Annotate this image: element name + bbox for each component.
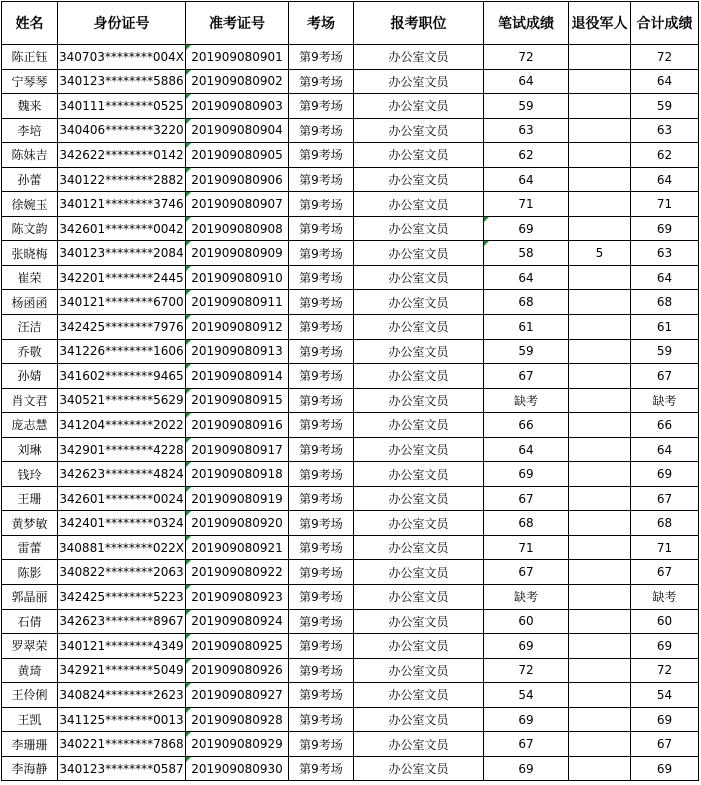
cell-veteran-bonus (569, 707, 631, 732)
cell-position: 办公室文员 (354, 462, 484, 487)
cell-position: 办公室文员 (354, 511, 484, 536)
cell-veteran-bonus (569, 118, 631, 143)
cell-name: 陈影 (2, 560, 58, 585)
cell-id-number: 342623********4824 (58, 462, 186, 487)
cell-written-score: 72 (484, 658, 569, 683)
header-name: 姓名 (2, 2, 58, 45)
header-cert-number: 准考证号 (186, 2, 289, 45)
cell-name: 陈文韵 (2, 216, 58, 241)
cell-total-score: 63 (631, 241, 699, 266)
cell-position: 办公室文员 (354, 241, 484, 266)
cell-cert-number: 201909080917 (186, 437, 289, 462)
cell-cert-number: 201909080913 (186, 339, 289, 364)
cell-name: 石倩 (2, 609, 58, 634)
cell-venue: 第9考场 (289, 732, 354, 757)
cell-veteran-bonus: 5 (569, 241, 631, 266)
cell-id-number: 340121********3746 (58, 192, 186, 217)
cell-cert-number: 201909080912 (186, 315, 289, 340)
cell-position: 办公室文员 (354, 732, 484, 757)
cell-total-score: 67 (631, 364, 699, 389)
cell-position: 办公室文员 (354, 69, 484, 94)
cell-cert-number: 201909080906 (186, 167, 289, 192)
cell-total-score: 缺考 (631, 585, 699, 610)
cell-written-score: 64 (484, 265, 569, 290)
cell-total-score: 63 (631, 118, 699, 143)
cell-total-score: 59 (631, 339, 699, 364)
cell-written-score: 67 (484, 364, 569, 389)
table-row (2, 388, 699, 413)
cell-veteran-bonus (569, 683, 631, 708)
table-row (2, 658, 699, 683)
cell-written-score: 缺考 (484, 388, 569, 413)
header-id-number: 身份证号 (58, 2, 186, 45)
cell-written-score: 66 (484, 413, 569, 438)
cell-veteran-bonus (569, 585, 631, 610)
cell-venue: 第9考场 (289, 69, 354, 94)
cell-total-score: 61 (631, 315, 699, 340)
cell-position: 办公室文员 (354, 683, 484, 708)
cell-venue: 第9考场 (289, 241, 354, 266)
cell-venue: 第9考场 (289, 265, 354, 290)
cell-id-number: 340121********4349 (58, 634, 186, 659)
cell-cert-number: 201909080901 (186, 45, 289, 70)
table-row (2, 634, 699, 659)
cell-written-score: 68 (484, 290, 569, 315)
cell-id-number: 341204********2022 (58, 413, 186, 438)
cell-veteran-bonus (569, 413, 631, 438)
header-written-score: 笔试成绩 (484, 2, 569, 45)
cell-total-score: 59 (631, 94, 699, 119)
cell-cert-number: 201909080905 (186, 143, 289, 168)
table-row (2, 364, 699, 389)
cell-name: 雷蕾 (2, 535, 58, 560)
cell-position: 办公室文员 (354, 437, 484, 462)
cell-cert-number: 201909080926 (186, 658, 289, 683)
header-total-score: 合计成绩 (631, 2, 699, 45)
cell-total-score: 72 (631, 45, 699, 70)
cell-veteran-bonus (569, 290, 631, 315)
cell-id-number: 340824********2623 (58, 683, 186, 708)
cell-veteran-bonus (569, 388, 631, 413)
cell-id-number: 341226********1606 (58, 339, 186, 364)
cell-veteran-bonus (569, 609, 631, 634)
cell-cert-number: 201909080930 (186, 756, 289, 781)
cell-id-number: 342425********7976 (58, 315, 186, 340)
cell-name: 张晓梅 (2, 241, 58, 266)
cell-id-number: 342401********0324 (58, 511, 186, 536)
cell-venue: 第9考场 (289, 462, 354, 487)
cell-total-score: 60 (631, 609, 699, 634)
cell-written-score: 71 (484, 192, 569, 217)
cell-cert-number: 201909080902 (186, 69, 289, 94)
cell-cert-number: 201909080908 (186, 216, 289, 241)
cell-veteran-bonus (569, 437, 631, 462)
cell-name: 汪洁 (2, 315, 58, 340)
cell-cert-number: 201909080919 (186, 486, 289, 511)
cell-venue: 第9考场 (289, 315, 354, 340)
cell-id-number: 341602********9465 (58, 364, 186, 389)
header-position: 报考职位 (354, 2, 484, 45)
cell-name: 王伶俐 (2, 683, 58, 708)
cell-total-score: 69 (631, 216, 699, 241)
cell-veteran-bonus (569, 265, 631, 290)
cell-name: 李海静 (2, 756, 58, 781)
cell-total-score: 64 (631, 69, 699, 94)
table-row (2, 585, 699, 610)
table-row (2, 756, 699, 781)
cell-cert-number: 201909080915 (186, 388, 289, 413)
cell-venue: 第9考场 (289, 94, 354, 119)
cell-venue: 第9考场 (289, 609, 354, 634)
cell-venue: 第9考场 (289, 511, 354, 536)
cell-cert-number: 201909080907 (186, 192, 289, 217)
cell-written-score: 61 (484, 315, 569, 340)
cell-id-number: 340521********5629 (58, 388, 186, 413)
table-row (2, 45, 699, 70)
cell-total-score: 68 (631, 511, 699, 536)
table-row (2, 118, 699, 143)
cell-veteran-bonus (569, 634, 631, 659)
cell-name: 钱玲 (2, 462, 58, 487)
cell-total-score: 71 (631, 535, 699, 560)
cell-venue: 第9考场 (289, 634, 354, 659)
cell-total-score: 67 (631, 486, 699, 511)
cell-total-score: 69 (631, 756, 699, 781)
cell-written-score: 59 (484, 339, 569, 364)
cell-written-score: 64 (484, 69, 569, 94)
cell-written-score: 58 (484, 241, 569, 266)
cell-venue: 第9考场 (289, 364, 354, 389)
cell-position: 办公室文员 (354, 265, 484, 290)
cell-position: 办公室文员 (354, 45, 484, 70)
cell-position: 办公室文员 (354, 118, 484, 143)
cell-name: 徐婉玉 (2, 192, 58, 217)
cell-venue: 第9考场 (289, 45, 354, 70)
cell-cert-number: 201909080925 (186, 634, 289, 659)
cell-written-score: 67 (484, 560, 569, 585)
cell-name: 王凯 (2, 707, 58, 732)
cell-veteran-bonus (569, 658, 631, 683)
cell-position: 办公室文员 (354, 707, 484, 732)
cell-venue: 第9考场 (289, 290, 354, 315)
cell-venue: 第9考场 (289, 143, 354, 168)
cell-cert-number: 201909080928 (186, 707, 289, 732)
cell-veteran-bonus (569, 339, 631, 364)
cell-venue: 第9考场 (289, 192, 354, 217)
cell-venue: 第9考场 (289, 339, 354, 364)
cell-venue: 第9考场 (289, 683, 354, 708)
cell-veteran-bonus (569, 69, 631, 94)
cell-cert-number: 201909080918 (186, 462, 289, 487)
cell-written-score: 72 (484, 45, 569, 70)
cell-name: 崔荣 (2, 265, 58, 290)
cell-id-number: 340123********5886 (58, 69, 186, 94)
cell-id-number: 342201********2445 (58, 265, 186, 290)
cell-position: 办公室文员 (354, 585, 484, 610)
cell-venue: 第9考场 (289, 167, 354, 192)
cell-cert-number: 201909080920 (186, 511, 289, 536)
cell-name: 黄琦 (2, 658, 58, 683)
cell-veteran-bonus (569, 192, 631, 217)
cell-id-number: 340822********2063 (58, 560, 186, 585)
table-row (2, 290, 699, 315)
cell-total-score: 71 (631, 192, 699, 217)
cell-position: 办公室文员 (354, 167, 484, 192)
cell-written-score: 69 (484, 707, 569, 732)
cell-position: 办公室文员 (354, 634, 484, 659)
cell-name: 郭晶丽 (2, 585, 58, 610)
cell-total-score: 67 (631, 732, 699, 757)
cell-id-number: 340703********004X (58, 45, 186, 70)
cell-id-number: 340122********2882 (58, 167, 186, 192)
cell-name: 庞志慧 (2, 413, 58, 438)
cell-cert-number: 201909080927 (186, 683, 289, 708)
cell-written-score: 62 (484, 143, 569, 168)
table-body (2, 45, 699, 781)
cell-position: 办公室文员 (354, 143, 484, 168)
table-row (2, 560, 699, 585)
cell-total-score: 72 (631, 658, 699, 683)
cell-name: 王珊 (2, 486, 58, 511)
table-row (2, 69, 699, 94)
cell-total-score: 68 (631, 290, 699, 315)
cell-venue: 第9考场 (289, 535, 354, 560)
cell-cert-number: 201909080911 (186, 290, 289, 315)
cell-venue: 第9考场 (289, 216, 354, 241)
table-row (2, 241, 699, 266)
cell-venue: 第9考场 (289, 486, 354, 511)
cell-id-number: 340123********2084 (58, 241, 186, 266)
cell-position: 办公室文员 (354, 364, 484, 389)
cell-id-number: 342901********4228 (58, 437, 186, 462)
cell-cert-number: 201909080923 (186, 585, 289, 610)
cell-total-score: 54 (631, 683, 699, 708)
cell-written-score: 64 (484, 437, 569, 462)
cell-written-score: 缺考 (484, 585, 569, 610)
cell-total-score: 缺考 (631, 388, 699, 413)
cell-name: 陈妹吉 (2, 143, 58, 168)
cell-written-score: 69 (484, 756, 569, 781)
cell-id-number: 342601********0024 (58, 486, 186, 511)
cell-venue: 第9考场 (289, 118, 354, 143)
cell-written-score: 67 (484, 732, 569, 757)
table-row (2, 143, 699, 168)
cell-written-score: 69 (484, 216, 569, 241)
cell-total-score: 64 (631, 265, 699, 290)
cell-written-score: 59 (484, 94, 569, 119)
cell-id-number: 340406********3220 (58, 118, 186, 143)
cell-id-number: 342601********0042 (58, 216, 186, 241)
cell-position: 办公室文员 (354, 339, 484, 364)
cell-position: 办公室文员 (354, 216, 484, 241)
cell-position: 办公室文员 (354, 486, 484, 511)
cell-veteran-bonus (569, 94, 631, 119)
cell-cert-number: 201909080904 (186, 118, 289, 143)
table-row (2, 707, 699, 732)
cell-name: 孙蕾 (2, 167, 58, 192)
cell-id-number: 340221********7868 (58, 732, 186, 757)
cell-cert-number: 201909080903 (186, 94, 289, 119)
cell-venue: 第9考场 (289, 585, 354, 610)
cell-name: 刘琳 (2, 437, 58, 462)
cell-cert-number: 201909080929 (186, 732, 289, 757)
cell-name: 宁琴琴 (2, 69, 58, 94)
cell-id-number: 342623********8967 (58, 609, 186, 634)
cell-written-score: 63 (484, 118, 569, 143)
cell-name: 肖文君 (2, 388, 58, 413)
table-row (2, 339, 699, 364)
table-row (2, 413, 699, 438)
table-row (2, 609, 699, 634)
cell-veteran-bonus (569, 364, 631, 389)
cell-total-score: 69 (631, 634, 699, 659)
cell-venue: 第9考场 (289, 707, 354, 732)
cell-id-number: 340111********0525 (58, 94, 186, 119)
table-row (2, 511, 699, 536)
table-row (2, 683, 699, 708)
cell-position: 办公室文员 (354, 388, 484, 413)
cell-total-score: 66 (631, 413, 699, 438)
cell-venue: 第9考场 (289, 437, 354, 462)
cell-id-number: 340881********022X (58, 535, 186, 560)
cell-id-number: 340121********6700 (58, 290, 186, 315)
cell-total-score: 62 (631, 143, 699, 168)
cell-cert-number: 201909080922 (186, 560, 289, 585)
cell-written-score: 67 (484, 486, 569, 511)
cell-venue: 第9考场 (289, 658, 354, 683)
cell-name: 李珊珊 (2, 732, 58, 757)
cell-name: 孙婧 (2, 364, 58, 389)
cell-name: 李培 (2, 118, 58, 143)
table-row (2, 216, 699, 241)
table-row (2, 486, 699, 511)
cell-venue: 第9考场 (289, 560, 354, 585)
cell-veteran-bonus (569, 315, 631, 340)
cell-venue: 第9考场 (289, 756, 354, 781)
score-table (1, 1, 699, 781)
cell-cert-number: 201909080910 (186, 265, 289, 290)
cell-name: 陈正钰 (2, 45, 58, 70)
cell-name: 魏来 (2, 94, 58, 119)
cell-name: 杨函函 (2, 290, 58, 315)
cell-veteran-bonus (569, 167, 631, 192)
cell-cert-number: 201909080916 (186, 413, 289, 438)
cell-written-score: 69 (484, 634, 569, 659)
cell-position: 办公室文员 (354, 535, 484, 560)
header-venue: 考场 (289, 2, 354, 45)
cell-position: 办公室文员 (354, 315, 484, 340)
cell-veteran-bonus (569, 216, 631, 241)
cell-venue: 第9考场 (289, 413, 354, 438)
cell-veteran-bonus (569, 560, 631, 585)
cell-position: 办公室文员 (354, 658, 484, 683)
cell-veteran-bonus (569, 486, 631, 511)
cell-position: 办公室文员 (354, 94, 484, 119)
cell-veteran-bonus (569, 756, 631, 781)
table-row (2, 192, 699, 217)
cell-id-number: 341125********0013 (58, 707, 186, 732)
table-row (2, 167, 699, 192)
cell-veteran-bonus (569, 535, 631, 560)
cell-position: 办公室文员 (354, 609, 484, 634)
cell-veteran-bonus (569, 462, 631, 487)
cell-id-number: 340123********0587 (58, 756, 186, 781)
cell-veteran-bonus (569, 732, 631, 757)
table-row (2, 94, 699, 119)
cell-written-score: 69 (484, 462, 569, 487)
table-row (2, 265, 699, 290)
table-row (2, 535, 699, 560)
cell-total-score: 69 (631, 707, 699, 732)
cell-name: 乔敬 (2, 339, 58, 364)
cell-written-score: 68 (484, 511, 569, 536)
cell-name: 黄梦敏 (2, 511, 58, 536)
cell-total-score: 67 (631, 560, 699, 585)
header-row (2, 2, 699, 45)
cell-position: 办公室文员 (354, 290, 484, 315)
cell-position: 办公室文员 (354, 413, 484, 438)
cell-written-score: 60 (484, 609, 569, 634)
cell-veteran-bonus (569, 143, 631, 168)
cell-veteran-bonus (569, 45, 631, 70)
cell-cert-number: 201909080909 (186, 241, 289, 266)
cell-cert-number: 201909080921 (186, 535, 289, 560)
header-veteran-bonus: 退役军人 (569, 2, 631, 45)
cell-id-number: 342622********0142 (58, 143, 186, 168)
cell-venue: 第9考场 (289, 388, 354, 413)
cell-position: 办公室文员 (354, 560, 484, 585)
cell-cert-number: 201909080924 (186, 609, 289, 634)
cell-written-score: 64 (484, 167, 569, 192)
table-row (2, 315, 699, 340)
cell-total-score: 69 (631, 462, 699, 487)
table-row (2, 462, 699, 487)
cell-written-score: 71 (484, 535, 569, 560)
cell-total-score: 64 (631, 437, 699, 462)
cell-veteran-bonus (569, 511, 631, 536)
cell-written-score: 54 (484, 683, 569, 708)
cell-id-number: 342425********5223 (58, 585, 186, 610)
table-row (2, 732, 699, 757)
cell-name: 罗翠荣 (2, 634, 58, 659)
cell-position: 办公室文员 (354, 192, 484, 217)
cell-cert-number: 201909080914 (186, 364, 289, 389)
table-row (2, 437, 699, 462)
cell-id-number: 342921********5049 (58, 658, 186, 683)
cell-total-score: 64 (631, 167, 699, 192)
cell-position: 办公室文员 (354, 756, 484, 781)
